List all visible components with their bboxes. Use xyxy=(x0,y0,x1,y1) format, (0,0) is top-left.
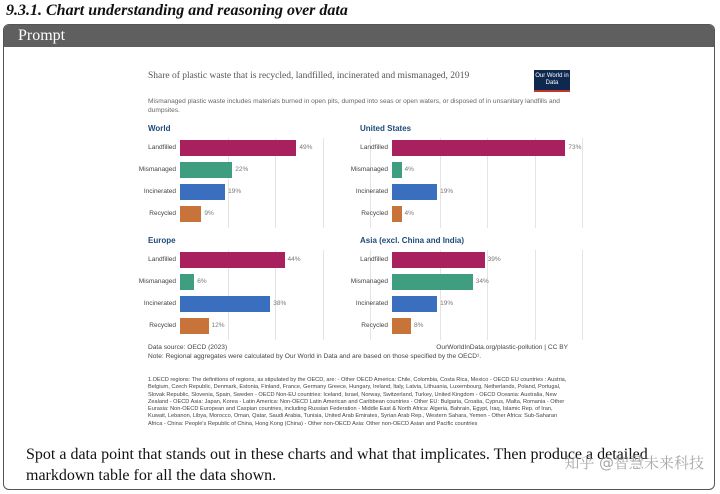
category-label: Incinerated xyxy=(355,300,388,307)
bar-mismanaged xyxy=(180,274,194,290)
bar-row xyxy=(360,140,582,156)
bar-recycled xyxy=(180,206,201,222)
bar-value-label: 73% xyxy=(568,144,582,151)
gridline xyxy=(582,250,583,340)
bar-value-label: 39% xyxy=(487,256,501,263)
bar-row xyxy=(138,274,358,290)
category-label: Mismanaged xyxy=(138,278,176,285)
bar-row xyxy=(360,252,570,268)
bar-landfilled xyxy=(392,252,485,268)
chart-figure xyxy=(140,66,580,364)
bar-row xyxy=(143,184,358,200)
category-label: Mismanaged xyxy=(138,166,176,173)
category-label: Recycled xyxy=(149,322,176,329)
bar-recycled xyxy=(180,318,209,334)
bar-value-label: 9% xyxy=(204,210,214,217)
bar-value-label: 34% xyxy=(475,278,489,285)
gridline xyxy=(582,138,583,228)
bar-value-label: 22% xyxy=(235,166,249,173)
category-label: Incinerated xyxy=(143,300,176,307)
chart-subtitle: Mismanaged plastic waste includes materials burned in open pits, dumped into seas or open waters, or disposed of in unsanitary landfills and dumpsites. xyxy=(148,98,560,114)
bar-value-label: 19% xyxy=(228,188,242,195)
chart-source: Data source: OECD (2023) xyxy=(148,344,228,351)
bar-value-label: 4% xyxy=(404,166,414,173)
bar-row xyxy=(355,296,570,312)
bar-row xyxy=(350,162,570,178)
category-label: Incinerated xyxy=(143,188,176,195)
bar-mismanaged xyxy=(392,162,402,178)
category-label: Recycled xyxy=(361,210,388,217)
bar-value-label: 38% xyxy=(273,300,287,307)
bar-row xyxy=(143,296,358,312)
bar-incinerated xyxy=(392,296,437,312)
bar-mismanaged xyxy=(392,274,473,290)
bar-value-label: 49% xyxy=(299,144,313,151)
category-label: Landfilled xyxy=(148,256,176,263)
panel-title: Europe xyxy=(148,236,176,245)
bar-row xyxy=(148,252,358,268)
bar-row xyxy=(360,318,570,334)
bar-row xyxy=(360,206,570,222)
bar-row xyxy=(148,206,358,222)
watermark: 知乎 @智慧未来科技 xyxy=(564,454,704,472)
section-heading: 9.3.1. Chart understanding and reasoning over data xyxy=(6,2,348,19)
bar-recycled xyxy=(392,206,402,222)
panel-title: World xyxy=(148,124,171,133)
category-label: Landfilled xyxy=(360,256,388,263)
bar-landfilled xyxy=(392,140,565,156)
bar-value-label: 19% xyxy=(440,188,454,195)
bar-row xyxy=(138,162,358,178)
prompt-label: Prompt xyxy=(4,25,714,47)
bar-incinerated xyxy=(392,184,437,200)
bar-value-label: 6% xyxy=(197,278,207,285)
bar-row xyxy=(355,184,570,200)
bar-value-label: 44% xyxy=(287,256,301,263)
category-label: Mismanaged xyxy=(350,278,388,285)
bar-recycled xyxy=(392,318,411,334)
panel-title: Asia (excl. China and India) xyxy=(360,236,465,245)
bar-row xyxy=(350,274,570,290)
owid-logo: Our World in Data xyxy=(534,70,570,92)
category-label: Landfilled xyxy=(360,144,388,151)
bar-row xyxy=(148,140,358,156)
bar-incinerated xyxy=(180,296,270,312)
bar-row xyxy=(148,318,358,334)
bar-value-label: 19% xyxy=(440,300,454,307)
bar-value-label: 4% xyxy=(404,210,414,217)
bar-incinerated xyxy=(180,184,225,200)
bar-landfilled xyxy=(180,252,285,268)
bar-value-label: 12% xyxy=(211,322,225,329)
bar-landfilled xyxy=(180,140,296,156)
category-label: Landfilled xyxy=(148,144,176,151)
chart-title: Share of plastic waste that is recycled, landfilled, incinerated and mismanaged, 2019 xyxy=(148,71,470,81)
category-label: Mismanaged xyxy=(350,166,388,173)
panel-title: United States xyxy=(360,124,412,133)
question-text: Spot a data point that stands out in these charts and what that implicates. Then produce a detailed markdown table for all the data shown. xyxy=(26,446,648,484)
bar-value-label: 8% xyxy=(414,322,424,329)
category-label: Recycled xyxy=(361,322,388,329)
chart-url: OurWorldInData.org/plastic-pollution | CC BY xyxy=(436,344,568,351)
category-label: Incinerated xyxy=(355,188,388,195)
footnote: 1.OECD regions: The definitions of regions, as stipulated by the OECD, are: - Other OECD America: Chile, Colombia, Costa Rica, Mexico - OECD EU countries : Austria, Belgium, Czech Republic, Denmark, Estonia, Finland, France, Germany Greece, Hungary, Ireland, Italy, Latvia, Lithuania, Luxembourg, Netherlands, Poland, Portugal, Slovak Republic, Slovenia, Spain, Sweden - OECD Non-EU countries: Iceland, Israel, Norway, Switzerland, Turkey, United Kingdom - OECD Oceania: Australia, New Zealand - OECD Asia: Japan, Korea - Latin America: Non-OECD Latin American and Caribbean countries - Other EU: Bulgaria, Croatia, Cyprus, Malta, Romania - Other Eurasia: Non-OECD European and Caspian countries, including Russian Federation - Middle East & North Africa: Algeria, Bahrain, Egypt, Iraq, Islamic Rep. of Iran, Kuwait, Lebanon, Libya, Morocco, Oman, Qatar, Saudi Arabia, Tunisia, United Arab Emirates, Syrian Arab Rep., Western Sahara, Yemen - Other Africa: Sub-Saharan Africa - China: People's Republic of China, Hong Kong (China) - Other non-OECD Asia: Other non-OECD Asian and Pacific countries xyxy=(148,377,567,427)
bar-mismanaged xyxy=(180,162,232,178)
category-label: Recycled xyxy=(149,210,176,217)
chart-note: Note: Regional aggregates were calculated by Our World in Data and are based on those specified by the OECD¹. xyxy=(148,353,482,360)
